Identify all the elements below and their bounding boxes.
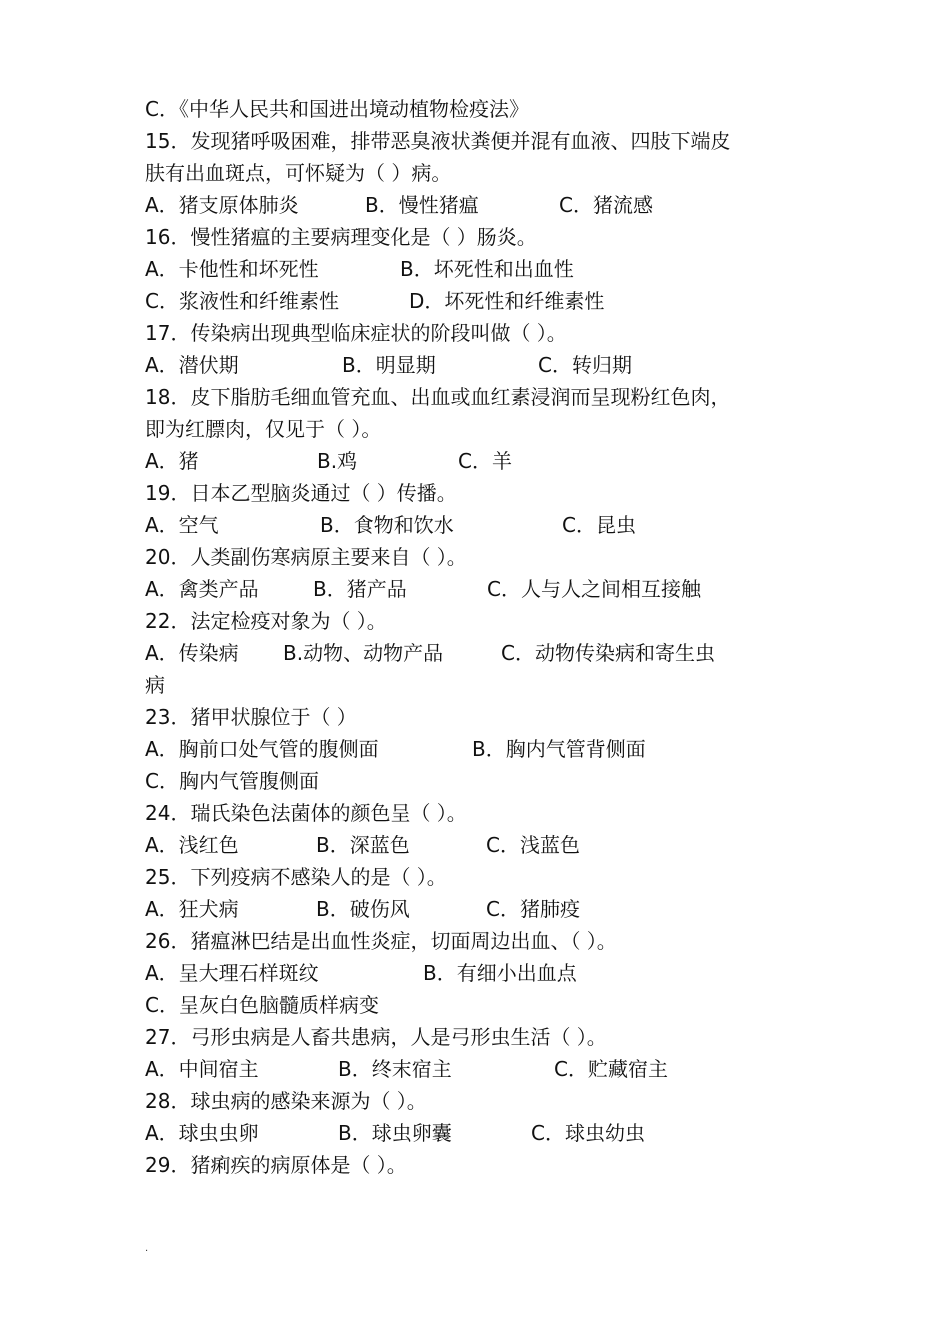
line-text: A．卡他性和坏死性 xyxy=(145,257,319,281)
line-text: A．禽类产品 xyxy=(145,577,259,601)
line-text: A．猪支原体肺炎 xyxy=(145,193,299,217)
line-text: 肤有出血斑点，可怀疑为（ ）病。 xyxy=(145,161,452,185)
text-line xyxy=(145,381,805,413)
text-line xyxy=(145,221,805,253)
text-line xyxy=(145,701,805,733)
line-text: 27．弓形虫病是人畜共患病，人是弓形虫生活（ ）。 xyxy=(145,1025,607,1049)
footer-dot: . xyxy=(145,1243,149,1254)
option-text: B．胸内气管背侧面 xyxy=(472,737,646,761)
line-text: 20．人类副伤寒病原主要来自（ ）。 xyxy=(145,545,467,569)
text-line xyxy=(145,957,805,989)
option-text: C．贮藏宿主 xyxy=(554,1057,668,1081)
option-text: B．破伤风 xyxy=(316,897,410,921)
text-line xyxy=(145,349,805,381)
text-line xyxy=(145,573,805,605)
option-text: B．明显期 xyxy=(342,353,436,377)
text-line xyxy=(145,893,805,925)
line-text: 19．日本乙型脑炎通过（ ）传播。 xyxy=(145,481,457,505)
line-text: 24．瑞氏染色法菌体的颜色呈（ ）。 xyxy=(145,801,467,825)
line-text: A．胸前口处气管的腹侧面 xyxy=(145,737,379,761)
option-text: C．猪肺疫 xyxy=(486,897,580,921)
line-text: 16．慢性猪瘟的主要病理变化是（ ）肠炎。 xyxy=(145,225,537,249)
text-line xyxy=(145,253,805,285)
option-text: D．坏死性和纤维素性 xyxy=(409,289,605,313)
option-text: B．坏死性和出血性 xyxy=(400,257,574,281)
option-text: C．浅蓝色 xyxy=(486,833,580,857)
line-text: 23．猪甲状腺位于（ ） xyxy=(145,705,357,729)
text-line xyxy=(145,285,805,317)
option-text: B．慢性猪瘟 xyxy=(365,193,479,217)
option-text: C．球虫幼虫 xyxy=(531,1121,645,1145)
line-text: A．浅红色 xyxy=(145,833,239,857)
line-text: A．传染病 xyxy=(145,641,239,665)
line-text: 17．传染病出现典型临床症状的阶段叫做（ ）。 xyxy=(145,321,567,345)
line-text: 22．法定检疫对象为（ ）。 xyxy=(145,609,387,633)
line-text: C．浆液性和纤维素性 xyxy=(145,289,339,313)
option-text: C．动物传染病和寄生虫 xyxy=(501,641,715,665)
text-line xyxy=(145,1085,805,1117)
line-text: A．呈大理石样斑纹 xyxy=(145,961,319,985)
text-line xyxy=(145,541,805,573)
text-line xyxy=(145,861,805,893)
text-line xyxy=(145,509,805,541)
option-text: B.鸡 xyxy=(317,449,358,473)
option-text: B．深蓝色 xyxy=(316,833,410,857)
text-line xyxy=(145,765,805,797)
text-line xyxy=(145,989,805,1021)
option-text: C．羊 xyxy=(458,449,512,473)
line-text: 28．球虫病的感染来源为（ ）。 xyxy=(145,1089,427,1113)
option-text: B.动物、动物产品 xyxy=(283,641,444,665)
option-text: B．猪产品 xyxy=(313,577,407,601)
line-text: A．猪 xyxy=(145,449,199,473)
text-line xyxy=(145,733,805,765)
line-text: 病 xyxy=(145,673,165,697)
text-line xyxy=(145,797,805,829)
text-line xyxy=(145,93,805,125)
option-text: B．食物和饮水 xyxy=(320,513,454,537)
text-line xyxy=(145,605,805,637)
text-line xyxy=(145,1149,805,1181)
text-line xyxy=(145,1053,805,1085)
option-text: C．昆虫 xyxy=(562,513,636,537)
line-text: 26．猪瘟淋巴结是出血性炎症，切面周边出血、（ ）。 xyxy=(145,929,617,953)
line-text: 即为红膘肉，仅见于（ ）。 xyxy=(145,417,382,441)
line-text: A．中间宿主 xyxy=(145,1057,259,1081)
line-text: A．空气 xyxy=(145,513,219,537)
text-line xyxy=(145,1117,805,1149)
document-body xyxy=(145,93,805,1181)
option-text: B．有细小出血点 xyxy=(423,961,577,985)
text-line xyxy=(145,829,805,861)
line-text: A．球虫虫卵 xyxy=(145,1121,259,1145)
text-line xyxy=(145,413,805,445)
option-text: C．人与人之间相互接触 xyxy=(487,577,701,601)
text-line xyxy=(145,637,805,669)
text-line xyxy=(145,669,805,701)
text-line xyxy=(145,925,805,957)
option-text: C．猪流感 xyxy=(559,193,653,217)
text-line xyxy=(145,157,805,189)
text-line xyxy=(145,1021,805,1053)
text-line xyxy=(145,125,805,157)
text-line xyxy=(145,317,805,349)
line-text: C．呈灰白色脑髓质样病变 xyxy=(145,993,379,1017)
text-line xyxy=(145,445,805,477)
text-line xyxy=(145,189,805,221)
line-text: A．潜伏期 xyxy=(145,353,239,377)
line-text: 29．猪痢疾的病原体是（ ）。 xyxy=(145,1153,407,1177)
line-text: A．狂犬病 xyxy=(145,897,239,921)
line-text: 15．发现猪呼吸困难，排带恶臭液状粪便并混有血液、四肢下端皮 xyxy=(145,129,731,153)
line-text: 25．下列疫病不感染人的是（ ）。 xyxy=(145,865,447,889)
option-text: C．转归期 xyxy=(538,353,632,377)
line-text: C．《中华人民共和国进出境动植物检疫法》 xyxy=(145,97,529,121)
line-text: 18．皮下脂肪毛细血管充血、出血或血红素浸润而呈现粉红色肉， xyxy=(145,385,731,409)
line-text: C．胸内气管腹侧面 xyxy=(145,769,319,793)
option-text: B．球虫卵囊 xyxy=(338,1121,452,1145)
option-text: B．终末宿主 xyxy=(338,1057,452,1081)
text-line xyxy=(145,477,805,509)
